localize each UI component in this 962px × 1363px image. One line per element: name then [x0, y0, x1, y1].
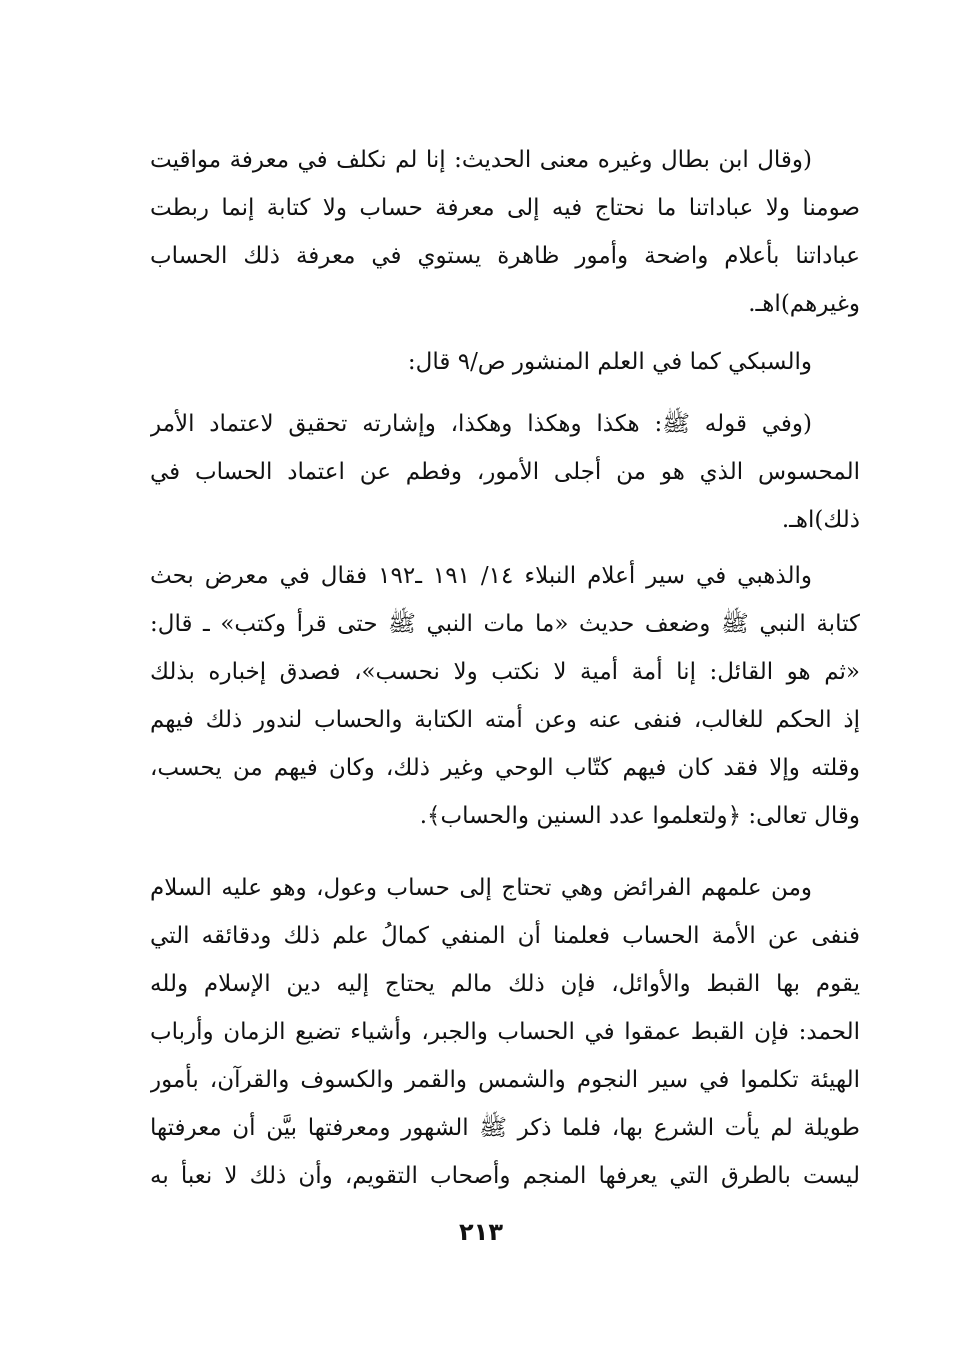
- text-line: ذلك)اهـ.: [781, 507, 860, 533]
- paragraph-1: [150, 136, 860, 328]
- text-line: «ثم هو القائل: إنا أمة أمية لا نكتب ولا نحسب»، فصدق إخباره بذلك: [150, 659, 860, 685]
- text-line: طويلة لم يأت الشرع بها، فلما ذكر ﷺ الشهور ومعرفتها بيَّن أن معرفتها: [150, 1115, 860, 1141]
- text-line: ومن علمهم الفرائض وهي تحتاج إلى حساب وعول، وهو عليه السلام: [150, 875, 812, 901]
- text-line: يقوم بها القبط والأوائل، فإن ذلك مالم يحتاج إليه دين الإسلام ولله: [150, 971, 860, 997]
- text-line: كتابة النبي ﷺ وضعف حديث «ما مات النبي ﷺ حتى قرأ وكتب» ـ قال:: [150, 611, 860, 637]
- text-line: صومنا ولا عباداتنا ما نحتاج فيه إلى معرفة حساب ولا كتابة إنما ربطت: [150, 195, 860, 221]
- text-line: ليست بالطرق التي يعرفها المنجم وأصحاب التقويم، وأن ذلك لا نعبأ به: [150, 1163, 860, 1189]
- text-line: وغيرهم)اهـ.: [748, 291, 860, 317]
- text-line: الهيئة تكلموا في سير النجوم والشمس والقمر والكسوف والقرآن، بأمور: [150, 1067, 860, 1093]
- text-line: وقال تعالى: ﴿ولتعلموا عدد السنين والحساب﴾.: [419, 803, 860, 829]
- text-line: الحمد: فإن القبط عمقوا في الحساب والجبر، وأشياء تضيع الزمان وأرباب: [150, 1019, 860, 1045]
- text-line: فنفى عن الأمة الحساب فعلمنا أن المنفي كمالُ علم ذلك ودقائقه التي: [150, 923, 860, 949]
- text-line: المحسوس الذي هو من أجلى الأمور، وفطم عن اعتماد الحساب في: [150, 459, 860, 485]
- text-line: إذ الحكم للغالب، فنفى عنه وعن أمته الكتابة والحساب لندور ذلك فيهم: [150, 707, 860, 733]
- paragraph-5: [150, 864, 860, 1200]
- paragraph-2: [150, 338, 860, 386]
- text-line: وقلته وإلا فقد كان فيهم كتّاب الوحي وغير ذلك، وكان فيهم من يحسب،: [150, 755, 860, 781]
- text-line: (وفي قوله ﷺ: هكذا وهكذا وهكذا، وإشارته تحقيق لاعتماد الأمر: [150, 411, 812, 437]
- page-number: ٢١٣: [459, 1218, 503, 1246]
- text-line: والذهبي في سير أعلام النبلاء ١٤/ ١٩١ ـ١٩٢ فقال في معرض بحث: [150, 563, 812, 589]
- paragraph-4: [150, 552, 860, 840]
- text-line: عباداتنا بأعلام واضحة وأمور ظاهرة يستوي في معرفة ذلك الحساب: [150, 243, 860, 269]
- text-line: والسبكي كما في العلم المنشور ص/٩ قال:: [407, 349, 812, 375]
- paragraph-3: [150, 400, 860, 544]
- text-line: (وقال ابن بطال وغيره معنى الحديث: إنا لم نكلف في معرفة مواقيت: [150, 147, 812, 173]
